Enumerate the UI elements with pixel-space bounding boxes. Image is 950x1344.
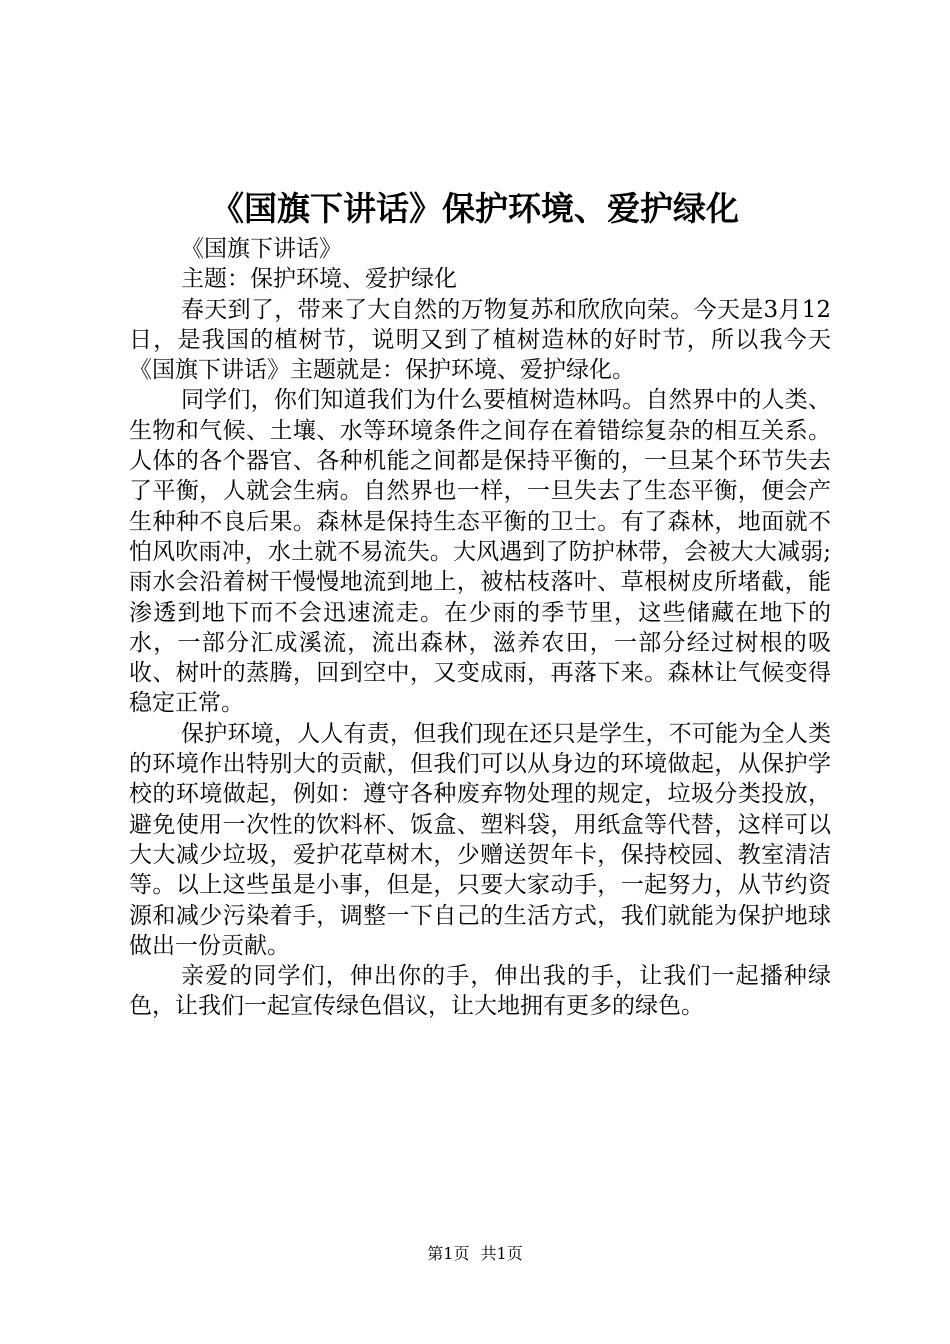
- document-title: 《国旗下讲话》保护环境、爱护绿化: [211, 189, 739, 228]
- page-number-current: 第1页: [427, 1244, 470, 1263]
- page-number-total: 共1页: [480, 1244, 523, 1263]
- paragraph-intro: 春天到了，带来了大自然的万物复苏和欣欣向荣。今天是3月12日，是我国的植树节，说明又到了植树造林的好时节，所以我今天《国旗下讲话》主题就是：保护环境、爱护绿化。: [129, 296, 831, 384]
- paragraph-responsibility: 保护环境，人人有责，但我们现在还只是学生，不可能为全人类的环境作出特别大的贡献，但我们可以从身边的环境做起，从保护学校的环境做起，例如：遵守各种废弃物处理的规定，垃圾分类投放，避免使用一次性的饮料杯、饭盒、塑料袋，用纸盒等代替，这样可以大大减少垃圾，爱护花草树木，少赠送贺年卡，保持校园、教室清洁等。以上这些虽是小事，但是，只要大家动手，一起努力，从节约资源和减少污染着手，调整一下自己的生活方式，我们就能为保护地球做出一份贡献。: [129, 720, 831, 959]
- speech-label: 《国旗下讲话》: [181, 236, 342, 262]
- page-footer: [0, 1242, 950, 1266]
- paragraph-forest: 同学们，你们知道我们为什么要植树造林吗。自然界中的人类、生物和气候、土壤、水等环境条件之间存在着错综复杂的相互关系。人体的各个器官、各种机能之间都是保持平衡的，一旦某个环节失去了平衡，人就会生病。自然界也一样，一旦失去了生态平衡，便会产生种种不良后果。森林是保持生态平衡的卫士。有了森林，地面就不怕风吹雨冲，水土就不易流失。大风遇到了防护林带，会被大大减弱;雨水会沿着树干慢慢地流到地上，被枯枝落叶、草根树皮所堵截，能渗透到地下而不会迅速流走。在少雨的季节里，这些储藏在地下的水，一部分汇成溪流，流出森林，滋养农田，一部分经过树根的吸收、树叶的蒸腾，回到空中，又变成雨，再落下来。森林让气候变得稳定正常。: [129, 387, 831, 717]
- speech-theme: 主题：保护环境、爱护绿化: [181, 266, 457, 293]
- document-body: [129, 234, 831, 1022]
- paragraph-closing: 亲爱的同学们，伸出你的手，伸出我的手，让我们一起播种绿色，让我们一起宣传绿色倡议，让大地拥有更多的绿色。: [129, 963, 831, 1020]
